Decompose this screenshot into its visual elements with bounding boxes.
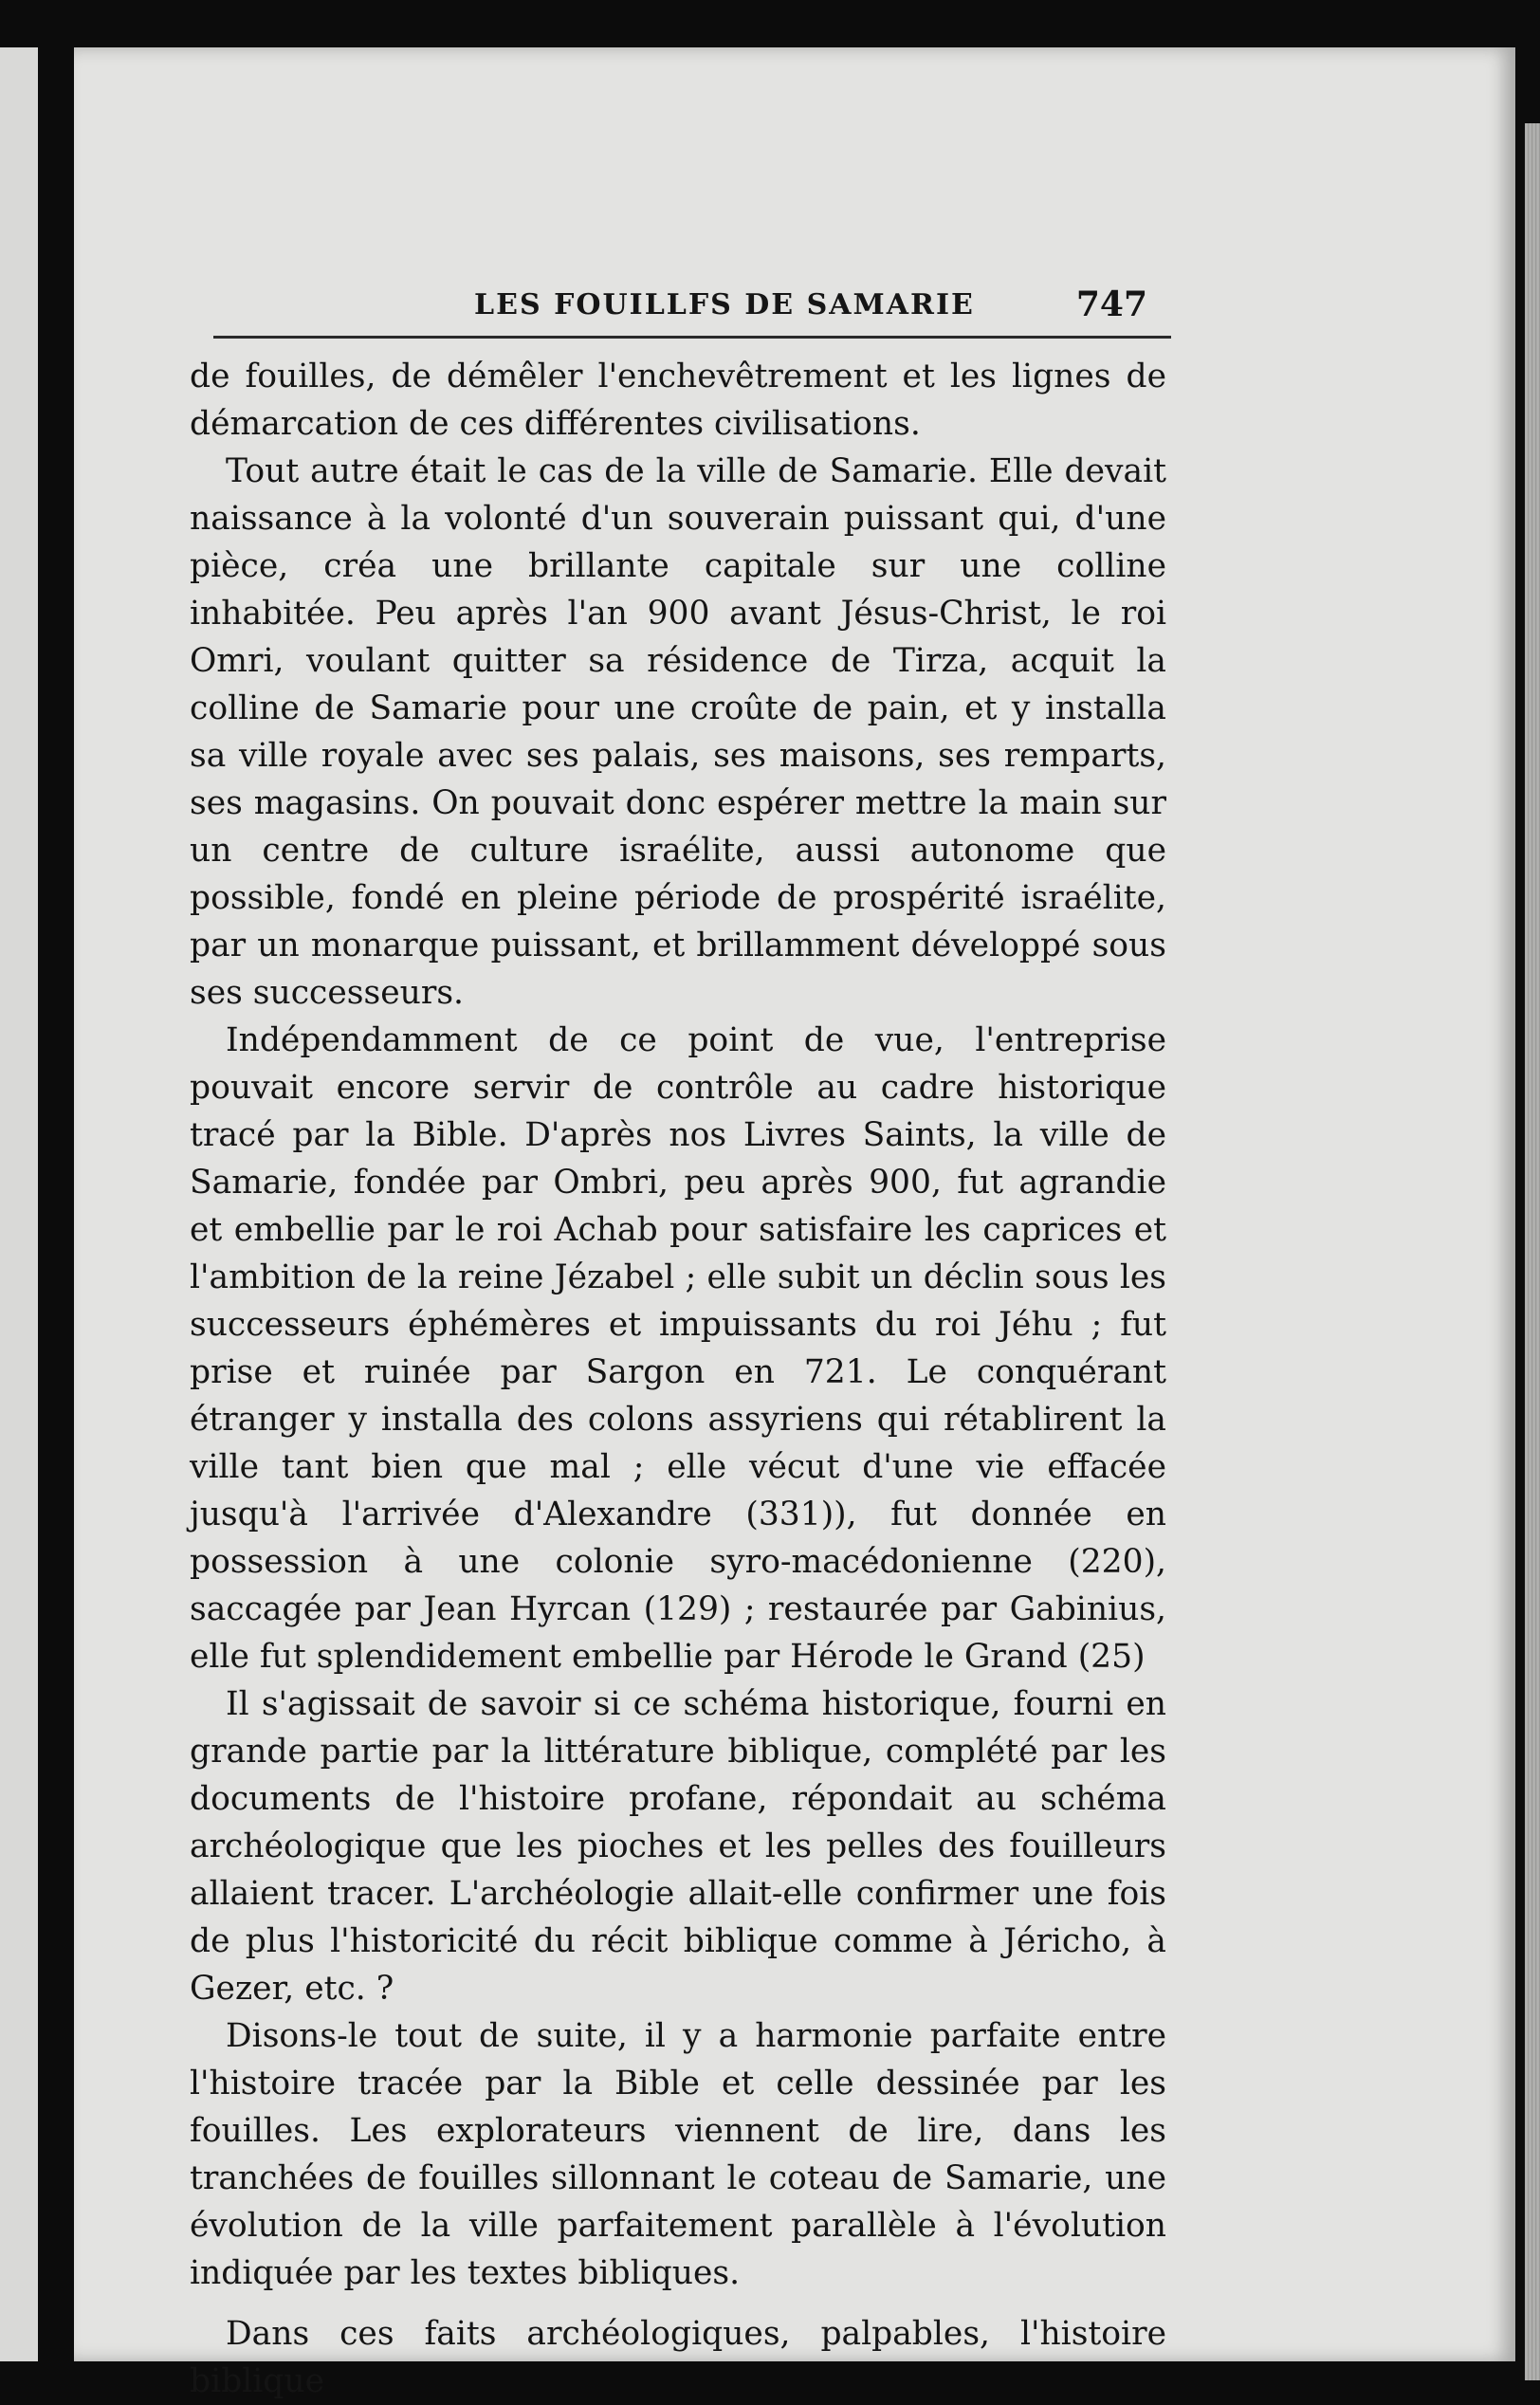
page-number: 747 [1075,285,1147,324]
paragraph-4: Il s'agissait de savoir si ce schéma historique, fourni en grande partie par la littérature biblique, complété par les documents de l'histoire profane, répondait au schéma archéologique que les pioches et les pelles des fouilleurs allaient tracer. L'archéologie allait-elle confirmer une fois de plus l'historicité du récit biblique comme à Jéricho, à Gezer, etc. ? [190,1685,1166,2008]
header-rule [213,336,1171,339]
body-text [190,353,1166,2405]
page-stack-edge [1525,123,1540,2380]
paragraph-2: Tout autre était le cas de la ville de Samarie. Elle devait naissance à la volonté d'un souverain puissant qui, d'une pièce, créa une brillante capitale sur une colline inhabitée. Peu après l'an 900 avant Jésus-Christ, le roi Omri, voulant quitter sa résidence de Tirza, acquit la colline de Samarie pour une croûte de pain, et y installa sa ville royale avec ses palais, ses maisons, ses remparts, ses magasins. On pouvait donc espérer mettre la main sur un centre de culture israélite, aussi autonome que possible, fondé en pleine période de prospérité israélite, par un monarque puissant, et brillamment développé sous ses successeurs. [190,452,1166,1012]
paragraph-5: Disons-le tout de suite, il y a harmonie parfaite entre l'histoire tracée par la Bible et celle dessinée par les fouilles. Les explorateurs viennent de lire, dans les tranchées de fouilles sillonnant le coteau de Samarie, une évolution de la ville parfaitement parallèle à l'évolution indiquée par les textes bibliques. [190,2017,1166,2292]
paragraph-3: Indépendamment de ce point de vue, l'entreprise pouvait encore servir de contrôle au cadre historique tracé par la Bible. D'après nos Livres Saints, la ville de Samarie, fondée par Ombri, peu après 900, fut agrandie et embellie par le roi Achab pour satisfaire les caprices et l'ambition de la reine Jézabel ; elle subit un déclin sous les successeurs éphémères et impuissants du roi Jéhu ; fut prise et ruinée par Sargon en 721. Le conquérant étranger y installa des colons assyriens qui rétablirent la ville tant bien que mal ; elle vécut d'une vie effacée jusqu'à l'arrivée d'Alexandre (331)), fut donnée en possession à une colonie syro-macédonienne (220), saccagée par Jean Hyrcan (129) ; restaurée par Gabinius, elle fut splendidement embellie par Hérode le Grand (25) [190,1021,1166,1676]
running-title: LES FOUILLFS DE SAMARIE [474,288,975,321]
facing-page-edge [0,47,38,2361]
paragraph-6: Dans ces faits archéologiques, palpables, l'histoire biblique [190,2315,1166,2400]
page-header [209,285,1157,341]
paragraph-1: de fouilles, de démêler l'enchevêtrement et les lignes de démarcation de ces différentes civilisations. [190,358,1166,443]
